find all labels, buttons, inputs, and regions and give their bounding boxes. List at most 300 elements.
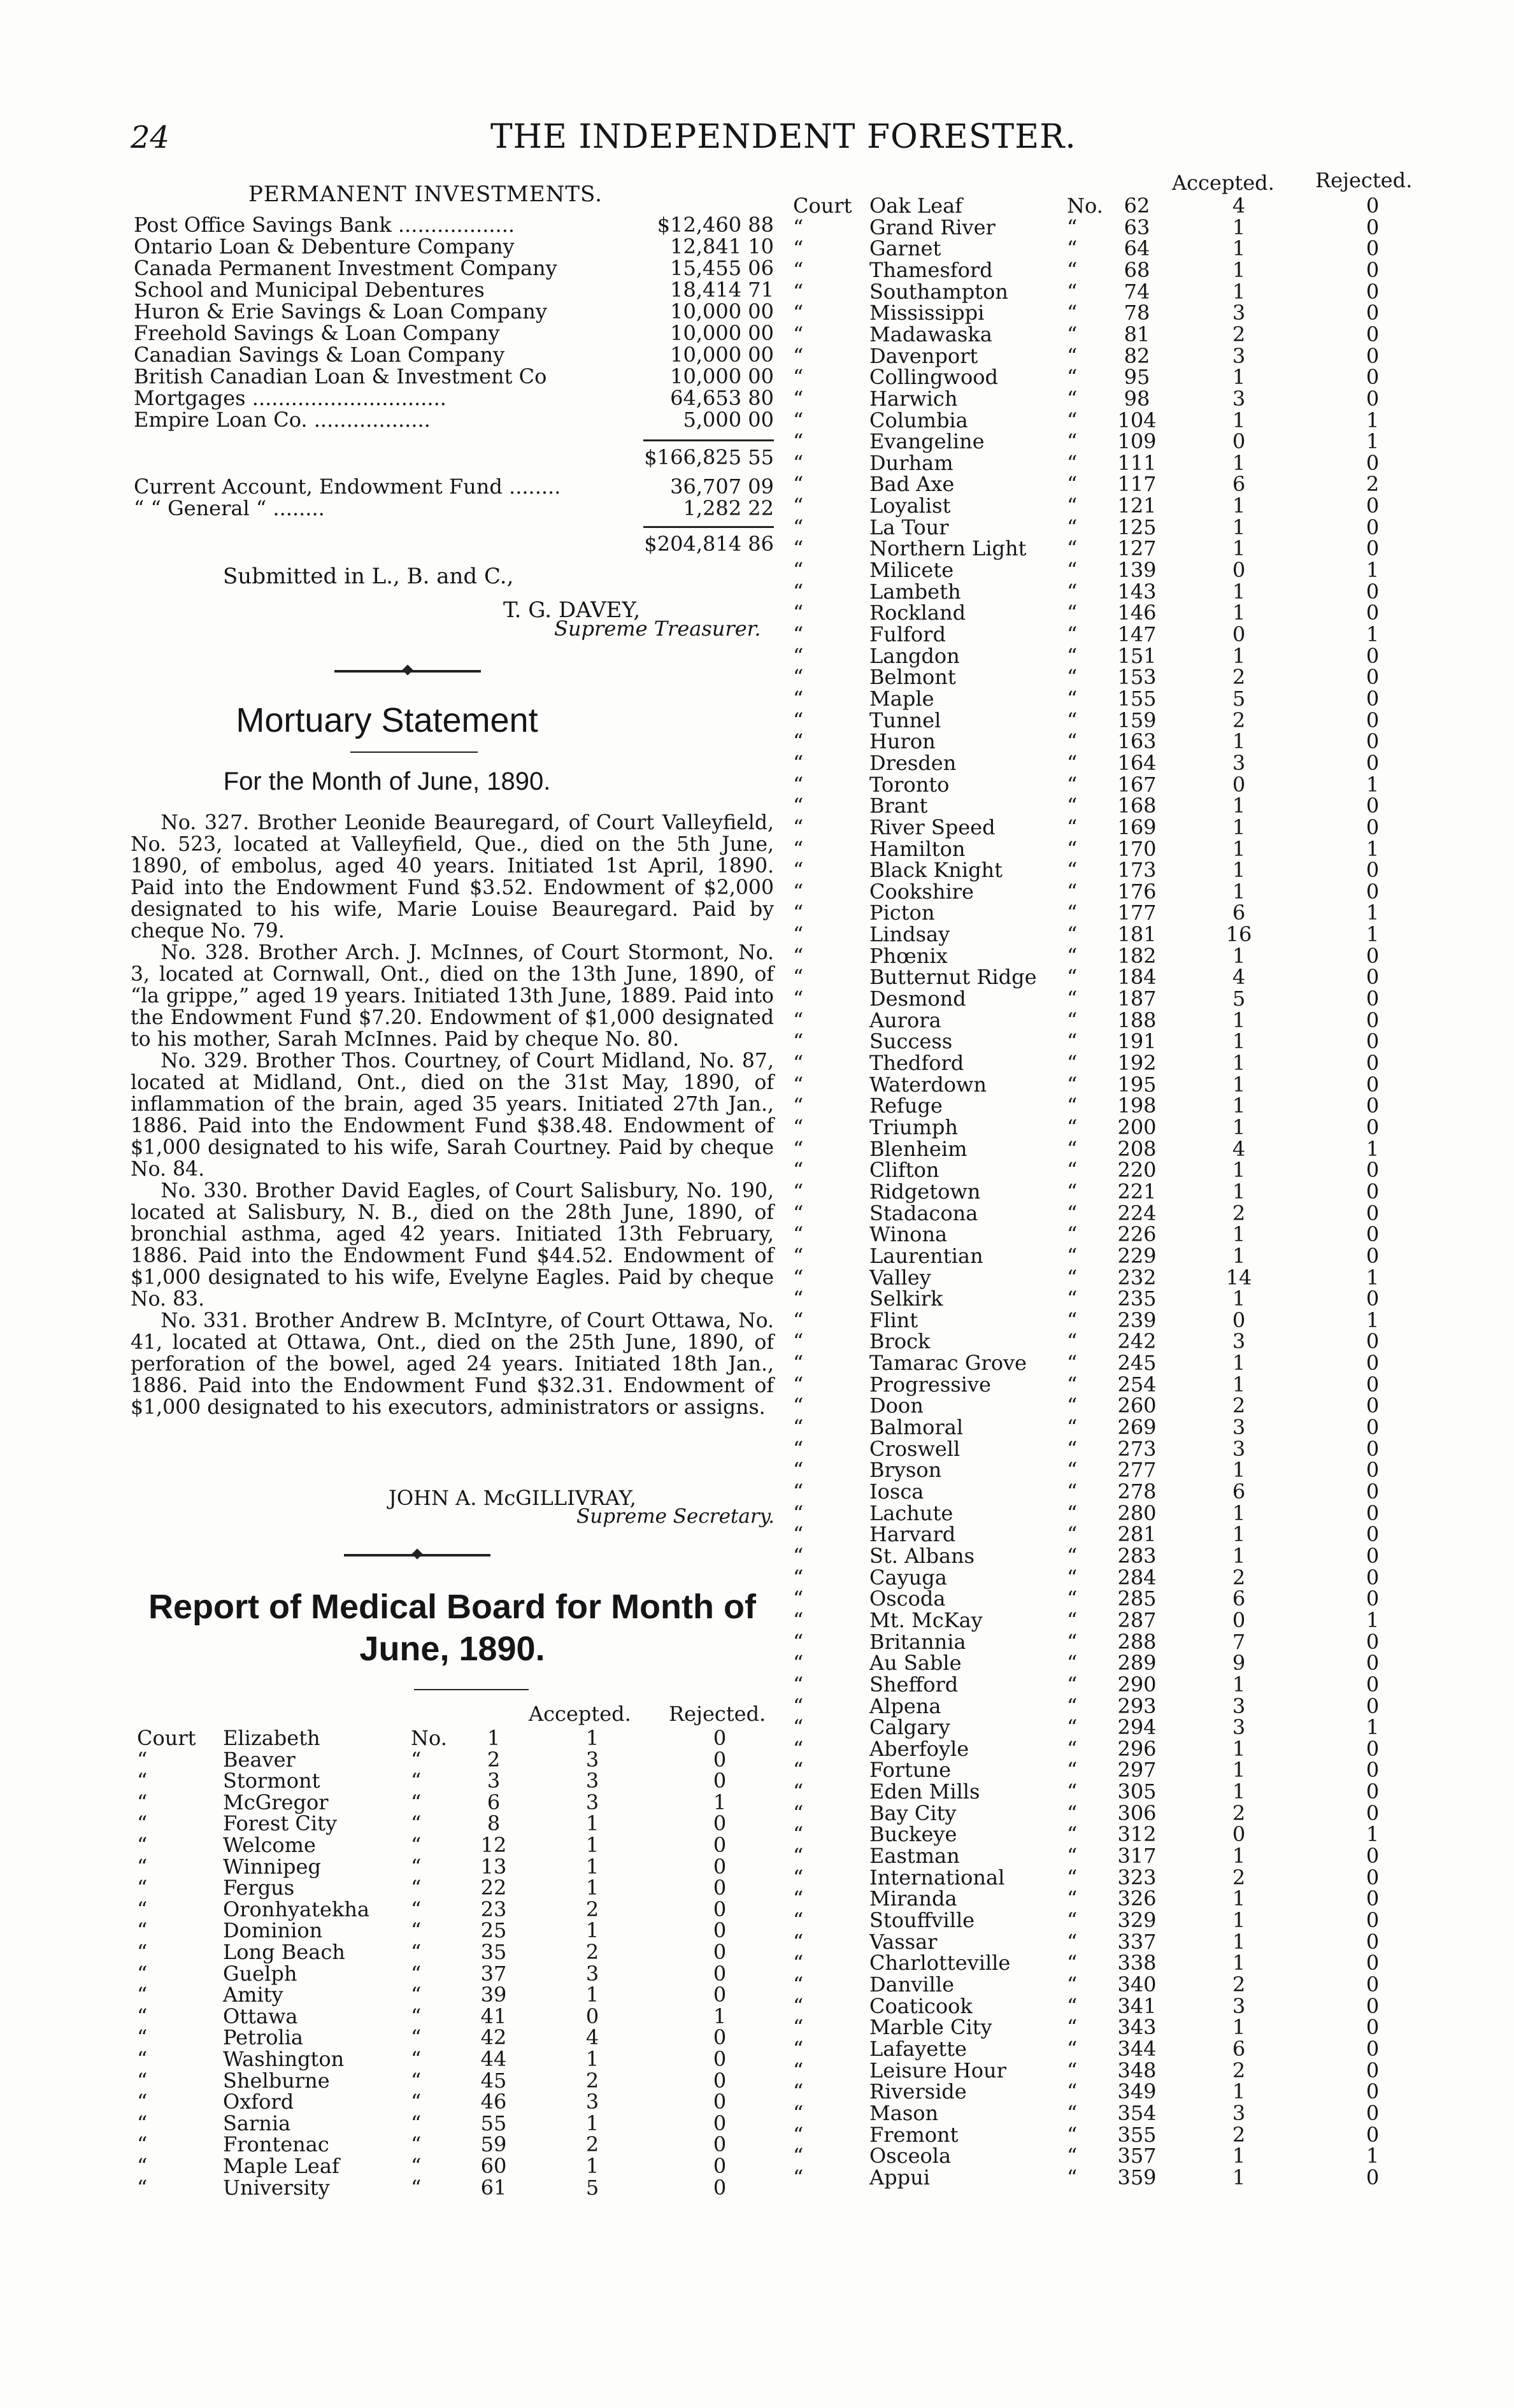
court-row [137, 2005, 774, 2027]
court-row [793, 623, 1468, 645]
court-number: 147 [1117, 622, 1157, 646]
court-name: La Tour [869, 515, 949, 539]
court-number: 59 [480, 2132, 507, 2157]
rejected-count: 0 [1366, 1908, 1380, 1932]
accepted-count: 3 [1232, 1693, 1246, 1718]
court-number: 297 [1117, 1758, 1157, 1783]
court-row [137, 1920, 774, 1941]
court-number: 191 [1117, 1029, 1157, 1054]
court-no-prefix: “ [1067, 1115, 1078, 1139]
court-name: Belmont [869, 665, 956, 690]
court-no-prefix: “ [1067, 1672, 1078, 1697]
court-number: 61 [480, 2175, 507, 2200]
court-name: Brock [869, 1329, 931, 1354]
accepted-count: 3 [585, 1961, 599, 1986]
accepted-count: 2 [1232, 1393, 1246, 1418]
accepted-count: 1 [1232, 1500, 1246, 1525]
court-prefix: “ [793, 1779, 804, 1804]
rejected-count: 0 [713, 2132, 727, 2157]
court-row [793, 1631, 1468, 1653]
investment-name: Huron & Erie Savings & Loan Company [134, 299, 547, 324]
court-prefix: “ [137, 2111, 148, 2135]
court-name: Rockland [869, 601, 966, 625]
rejected-count: 0 [1366, 750, 1380, 775]
court-row [793, 1759, 1468, 1781]
court-name: Maple [869, 686, 934, 711]
court-prefix: “ [793, 772, 804, 797]
court-name: Triumph [869, 1115, 958, 1139]
court-number: 357 [1117, 2144, 1157, 2169]
rejected-count: 0 [1366, 2122, 1380, 2147]
court-no-prefix: “ [1067, 1844, 1078, 1869]
court-name: Sarnia [223, 2111, 291, 2135]
court-row [793, 645, 1468, 667]
court-prefix: “ [137, 2025, 148, 2050]
accepted-count: 1 [1232, 450, 1246, 475]
court-row [793, 1416, 1468, 1438]
investment-amount: 5,000 00 [683, 408, 774, 432]
court-name: Lachute [869, 1500, 953, 1525]
court-no-prefix: “ [1067, 1072, 1078, 1097]
court-number: 170 [1117, 836, 1157, 861]
rejected-count: 1 [1366, 429, 1380, 454]
court-number: 317 [1117, 1844, 1157, 1869]
accepted-count: 3 [1232, 1415, 1246, 1440]
court-no-prefix: “ [1067, 1307, 1078, 1332]
court-no-prefix: “ [1067, 2165, 1078, 2190]
accepted-count: 6 [1232, 901, 1246, 925]
court-prefix: “ [793, 215, 804, 239]
court-name: Oronhyatekha [223, 1897, 370, 1921]
court-name: Doon [869, 1393, 924, 1418]
court-row [793, 816, 1468, 838]
accepted-count: 1 [1232, 879, 1246, 904]
court-number: 22 [480, 1876, 507, 1900]
court-row [137, 1834, 774, 1856]
court-number: 195 [1117, 1072, 1157, 1097]
rejected-count: 0 [713, 2068, 727, 2093]
rejected-count: 0 [1366, 2036, 1380, 2061]
rejected-count: 0 [1366, 1115, 1380, 1139]
court-name: Riverside [869, 2079, 967, 2104]
court-number: 41 [480, 2004, 507, 2028]
court-number: 125 [1117, 515, 1157, 539]
court-no-prefix: “ [1067, 1008, 1078, 1032]
total-amount: $204,814 86 [644, 532, 774, 556]
court-name: Miranda [869, 1886, 957, 1911]
court-row [793, 881, 1468, 902]
investment-amount: 12,841 10 [670, 234, 774, 259]
court-number: 164 [1117, 750, 1157, 775]
rejected-count: 0 [713, 1769, 727, 1793]
court-name: Harwich [869, 386, 958, 411]
accepted-count: 1 [1232, 836, 1246, 861]
rejected-count: 1 [1366, 2144, 1380, 2169]
accepted-count: 3 [1232, 1715, 1246, 1740]
running-head: THE INDEPENDENT FORESTER. [490, 118, 1076, 156]
court-number: 44 [480, 2047, 507, 2071]
court-name: Garnet [869, 236, 941, 261]
rejected-count: 0 [1366, 858, 1380, 883]
court-no-prefix: “ [1067, 236, 1078, 261]
court-row [137, 2048, 774, 2070]
mortuary-entries [131, 812, 774, 1418]
court-prefix: “ [793, 279, 804, 304]
court-name: Southampton [869, 279, 1008, 304]
court-prefix: “ [793, 1543, 804, 1568]
court-row [793, 666, 1468, 688]
court-prefix: “ [793, 1886, 804, 1911]
court-prefix: “ [137, 2004, 148, 2028]
rejected-count: 0 [713, 1940, 727, 1964]
rejected-count: 1 [1366, 558, 1380, 583]
court-name: McGregor [223, 1790, 329, 1814]
court-no-prefix: “ [1067, 1993, 1078, 2018]
court-prefix: “ [793, 708, 804, 732]
medical-title: Report of Medical Board for Month of June, 1890. [148, 1588, 756, 1668]
accepted-count: 1 [1232, 257, 1246, 282]
rejected-count: 0 [1366, 1372, 1380, 1397]
court-number: 1 [487, 1726, 501, 1750]
court-name: Eastman [869, 1844, 960, 1869]
accepted-count: 3 [1232, 1329, 1246, 1354]
court-name: Mt. McKay [869, 1607, 983, 1632]
court-row [793, 281, 1468, 303]
accepted-count: 1 [1232, 729, 1246, 754]
court-no-prefix: “ [411, 1876, 422, 1900]
court-no-prefix: “ [1067, 1286, 1078, 1311]
total-rule [643, 526, 774, 528]
court-no-prefix: “ [1067, 1736, 1078, 1761]
rejected-count: 0 [1366, 1029, 1380, 1054]
rejected-count: 0 [1366, 1072, 1380, 1097]
court-number: 109 [1117, 429, 1157, 454]
court-prefix: “ [137, 2175, 148, 2200]
rejected-count: 0 [1366, 494, 1380, 518]
court-prefix: “ [793, 1607, 804, 1632]
accepted-count: 0 [1232, 772, 1246, 797]
accepted-count: 1 [585, 1833, 599, 1857]
accepted-count: 1 [1232, 1222, 1246, 1247]
court-name: Vassar [869, 1929, 938, 1954]
court-row [793, 1781, 1468, 1802]
court-number: 349 [1117, 2079, 1157, 2104]
court-name: Laurentian [869, 1243, 983, 1268]
court-number: 293 [1117, 1693, 1157, 1718]
rejected-count: 0 [1366, 1586, 1380, 1611]
rejected-count: 0 [1366, 1179, 1380, 1204]
court-name: University [223, 2175, 330, 2200]
accepted-count: 2 [585, 2068, 599, 2093]
court-prefix: “ [793, 2144, 804, 2169]
investment-row [134, 498, 774, 518]
court-row [793, 1395, 1468, 1416]
court-number: 208 [1117, 1136, 1157, 1161]
court-prefix: “ [793, 622, 804, 646]
rejected-count: 0 [1366, 1629, 1380, 1654]
accepted-count: 1 [1232, 1115, 1246, 1139]
rejected-count: 0 [1366, 1800, 1380, 1825]
court-name: Evangeline [869, 429, 985, 454]
court-no-prefix: “ [1067, 408, 1078, 432]
court-no-prefix: “ [1067, 665, 1078, 690]
accepted-count: 1 [1232, 1522, 1246, 1547]
rejected-count: 1 [1366, 1307, 1380, 1332]
court-prefix: “ [793, 943, 804, 968]
rejected-count: 0 [1366, 365, 1380, 390]
rejected-count: 0 [713, 1726, 727, 1750]
rejected-count: 0 [1366, 386, 1380, 411]
court-prefix: “ [793, 429, 804, 454]
accepted-count: 0 [1232, 1822, 1246, 1847]
court-prefix: “ [137, 1983, 148, 2007]
court-number: 235 [1117, 1286, 1157, 1311]
court-number: 95 [1124, 365, 1150, 390]
court-prefix: “ [793, 1265, 804, 1290]
court-no-prefix: “ [411, 2132, 422, 2157]
court-name: Forest City [223, 1811, 338, 1836]
court-number: 8 [487, 1811, 501, 1836]
accepted-count: 2 [1232, 2058, 1246, 2083]
court-row [793, 1138, 1468, 1160]
court-name: Alpena [869, 1693, 941, 1718]
rejected-count: 0 [1366, 1222, 1380, 1247]
accepted-count: 9 [1232, 1651, 1246, 1676]
rejected-count: 0 [1366, 1415, 1380, 1440]
court-number: 111 [1117, 450, 1157, 475]
rejected-count: 1 [1366, 772, 1380, 797]
court-row [793, 1823, 1468, 1845]
accepted-count: 6 [1232, 1586, 1246, 1611]
investment-amount: 10,000 00 [670, 321, 774, 345]
rejected-count: 0 [713, 1983, 727, 2007]
court-name: Danville [869, 1972, 955, 1997]
court-no-prefix: “ [411, 2090, 422, 2114]
court-prefix: “ [137, 1940, 148, 1964]
court-row [793, 859, 1468, 881]
accepted-count: 2 [1232, 1565, 1246, 1590]
investment-name: School and Municipal Debentures [134, 278, 485, 302]
court-prefix: “ [793, 1115, 804, 1139]
rejected-count: 1 [1366, 1607, 1380, 1632]
investment-row [134, 236, 774, 257]
court-row [793, 366, 1468, 388]
court-no-prefix: “ [411, 1769, 422, 1793]
rejected-count: 1 [1366, 922, 1380, 947]
court-row [793, 1267, 1468, 1288]
court-number: 168 [1117, 794, 1157, 818]
court-row [793, 1030, 1468, 1052]
court-prefix: “ [793, 1029, 804, 1054]
accepted-count: 0 [1232, 622, 1246, 646]
court-number: 278 [1117, 1479, 1157, 1504]
rejected-count: 0 [1366, 1200, 1380, 1225]
accepted-count: 1 [1232, 494, 1246, 518]
court-row [793, 1609, 1468, 1631]
rejected-count: 0 [1366, 279, 1380, 304]
court-no-prefix: “ [1067, 858, 1078, 883]
court-row [793, 945, 1468, 967]
court-no-prefix: “ [1067, 1243, 1078, 1268]
accepted-count: 16 [1225, 922, 1252, 947]
accepted-count: 1 [1232, 1372, 1246, 1397]
rejected-count: 0 [713, 2154, 727, 2178]
court-row [793, 1202, 1468, 1224]
rejected-count: 0 [1366, 1844, 1380, 1869]
accepted-count: 14 [1225, 1265, 1252, 1290]
court-row [793, 1567, 1468, 1588]
court-prefix: “ [793, 494, 804, 518]
court-prefix: “ [793, 643, 804, 668]
investment-name: Mortgages .............................. [134, 386, 446, 410]
court-name: Davenport [869, 343, 978, 368]
accepted-count: 3 [585, 1769, 599, 1793]
court-prefix: “ [137, 1811, 148, 1836]
court-row [793, 1652, 1468, 1674]
investment-amount: 36,707 09 [670, 474, 774, 499]
rejected-count: 0 [1366, 1693, 1380, 1718]
court-no-prefix: “ [411, 1790, 422, 1814]
accepted-count: 4 [1232, 965, 1246, 990]
court-row [793, 1845, 1468, 1867]
court-no-prefix: “ [1067, 1329, 1078, 1354]
court-number: 188 [1117, 1008, 1157, 1032]
court-row [137, 1792, 774, 1813]
court-no-prefix: “ [1067, 1265, 1078, 1290]
court-name: Bay City [869, 1800, 957, 1825]
court-prefix: “ [137, 2047, 148, 2071]
court-number: 55 [480, 2111, 507, 2135]
rejected-count: 2 [1366, 472, 1380, 497]
court-row [793, 431, 1468, 452]
court-row [793, 1545, 1468, 1567]
court-number: 290 [1117, 1672, 1157, 1697]
rejected-count: 0 [1366, 1158, 1380, 1183]
rejected-count: 0 [1366, 1500, 1380, 1525]
court-name: Lindsay [869, 922, 950, 947]
court-row [137, 1984, 774, 2005]
court-number: 281 [1117, 1522, 1157, 1547]
court-prefix: “ [793, 1844, 804, 1869]
court-row [793, 1716, 1468, 1738]
court-name: Durham [869, 450, 953, 475]
accepted-count: 2 [1232, 2122, 1246, 2147]
court-row [793, 1074, 1468, 1095]
court-number: 242 [1117, 1329, 1157, 1354]
court-name: Dominion [223, 1918, 323, 1943]
court-row [793, 410, 1468, 431]
court-row [793, 302, 1468, 324]
rejected-count: 0 [1366, 1865, 1380, 1890]
court-no-prefix: “ [1067, 1222, 1078, 1247]
court-row [793, 538, 1468, 559]
rejected-count: 0 [1366, 943, 1380, 968]
court-number: 104 [1117, 408, 1157, 432]
court-row [793, 1588, 1468, 1609]
court-prefix: “ [793, 322, 804, 346]
court-prefix: “ [793, 301, 804, 325]
rejected-count: 1 [1366, 1822, 1380, 1847]
accepted-count: 2 [585, 2132, 599, 2157]
investment-amount: 10,000 00 [670, 364, 774, 388]
court-number: 167 [1117, 772, 1157, 797]
title-underline [414, 1689, 529, 1690]
court-prefix: “ [793, 1822, 804, 1847]
court-row [793, 709, 1468, 731]
court-no-prefix: “ [1067, 322, 1078, 346]
rejected-count: 0 [1366, 322, 1380, 346]
court-row [137, 1813, 774, 1834]
submitted-line: Submitted in L., B. and C., [223, 564, 514, 589]
court-prefix: “ [793, 1800, 804, 1825]
court-number: 323 [1117, 1865, 1157, 1890]
court-name: Stouffville [869, 1908, 975, 1932]
court-number: 121 [1117, 494, 1157, 518]
court-no-prefix: “ [1067, 1758, 1078, 1783]
investment-name: Post Office Savings Bank .................. [134, 213, 515, 237]
court-number: 348 [1117, 2058, 1157, 2083]
rejected-count: 0 [1366, 536, 1380, 561]
court-row [793, 2124, 1468, 2146]
court-row [793, 1095, 1468, 1116]
court-no-prefix: “ [1067, 301, 1078, 325]
court-prefix: “ [793, 750, 804, 775]
court-prefix: “ [137, 1876, 148, 1900]
accepted-count: 3 [1232, 1436, 1246, 1461]
accepted-count: 6 [1232, 2036, 1246, 2061]
court-number: 64 [1124, 236, 1150, 261]
court-number: 260 [1117, 1393, 1157, 1418]
court-no-prefix: “ [1067, 1565, 1078, 1590]
accepted-count: 1 [1232, 515, 1246, 539]
court-name: Winnipeg [223, 1854, 321, 1879]
rejected-count: 0 [713, 1854, 727, 1879]
accepted-count: 1 [1232, 2144, 1246, 2169]
court-row [793, 1330, 1468, 1352]
rejected-count: 0 [1366, 1351, 1380, 1376]
court-number: 60 [480, 2154, 507, 2178]
court-row [793, 1159, 1468, 1181]
court-no-prefix: “ [1067, 279, 1078, 304]
accepted-count: 1 [585, 2047, 599, 2071]
court-name: Welcome [223, 1833, 316, 1857]
court-row [793, 752, 1468, 774]
accepted-count: 1 [1232, 1908, 1246, 1932]
court-prefix: “ [137, 2068, 148, 2093]
rejected-count: 0 [1366, 1436, 1380, 1461]
accepted-count: 2 [585, 1897, 599, 1921]
accepted-count: 1 [1232, 279, 1246, 304]
court-number: 221 [1117, 1179, 1157, 1204]
court-no-prefix: “ [1067, 601, 1078, 625]
court-name: Frontenac [223, 2132, 329, 2157]
court-name: Columbia [869, 408, 968, 432]
court-prefix: “ [137, 1790, 148, 1814]
court-number: 305 [1117, 1779, 1157, 1804]
court-no-prefix: “ [411, 1940, 422, 1964]
investment-name: Canadian Savings & Loan Company [134, 343, 505, 367]
court-number: 78 [1124, 301, 1150, 325]
court-row [137, 1941, 774, 1963]
court-no-prefix: “ [1067, 1029, 1078, 1054]
accepted-count: 1 [1232, 1758, 1246, 1783]
left-rejected-header: Rejected. [669, 1702, 766, 1726]
investments-total [134, 534, 774, 554]
court-prefix: “ [793, 2079, 804, 2104]
court-no-prefix: “ [1067, 450, 1078, 475]
court-number: 13 [480, 1854, 507, 1879]
court-prefix: “ [793, 1179, 804, 1204]
